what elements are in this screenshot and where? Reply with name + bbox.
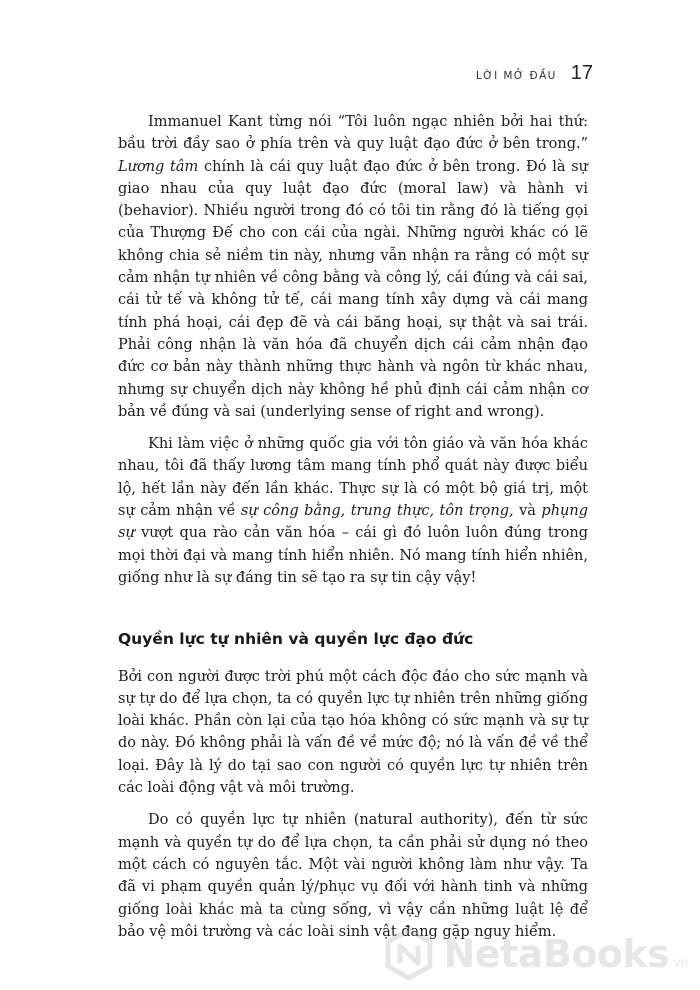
values-list: sự công bằng, trung thực, tôn trọng, [240, 503, 514, 520]
paragraph-universal-conscience [118, 433, 588, 589]
term-conscience: Lương tâm [118, 158, 199, 175]
main-text [118, 111, 588, 943]
section-heading: Quyền lực tự nhiên và quyền lực đạo đức [118, 630, 474, 649]
watermark-suffix: .vn [669, 956, 688, 971]
netabooks-watermark [383, 928, 688, 980]
paragraph-2-lead: Khi làm việc ở những quốc gia với tôn giáo và văn hóa khác nhau, tôi đã thấy lương tâm mang tính phổ quát này được biểu lộ, hết lần này đến lần khác. Thực sự là có một bộ giá trị, một sự cảm nhận về [118, 436, 588, 520]
paragraph-kant-quote [118, 111, 588, 423]
term-service: phụng sự [118, 503, 588, 542]
paragraph-principled-use: Do có quyền lực tự nhiên (natural authority), đến từ sức mạnh và quyền tự do để lựa chọn, ta cần phải sử dụng nó theo một cách có nguyên tắc. Một vài người không làm như vậy. Ta đã vi phạm quyền quản lý/phục vụ đối với hành tinh và những giống loài khác mà ta cùng sống, vì vậy cần những luật lệ để bảo vệ môi trường và các loài sinh vật đang gặp nguy hiểm. [118, 812, 588, 940]
conjunction: và [513, 503, 542, 520]
paragraph-natural-authority: Bởi con người được trời phú một cách độc đáo cho sức mạnh và sự tự do để lựa chọn, ta có quyền lực tự nhiên trên những giống loài khác. Phần còn lại của tạo hóa không có sức mạnh và sự tự do này. Đó không phải là vấn đề về mức độ; nó là vấn đề về thể loại. Đây là lý do tại sao con người có quyền lực tự nhiên trên các loài động vật và môi trường. [118, 668, 588, 797]
watermark-brand: NetaBooks [443, 932, 670, 976]
paragraph-1-lead: Immanuel Kant từng nói “Tôi luôn ngạc nhiên bởi hai thứ: bầu trời đầy sao ở phía trên và quy luật đạo đức ở bên trong.” [118, 114, 588, 153]
paragraph-2-rest: vượt qua rào cản văn hóa – cái gì đó luôn luôn đúng trong mọi thời đại và mang tính hiển nhiên. Nó mang tính hiển nhiên, giống như là sự đáng tin sẽ tạo ra sự tin cậy vậy! [118, 525, 588, 586]
netabooks-logo-icon [383, 928, 435, 980]
page-number: 17 [570, 62, 593, 84]
watermark-text [443, 932, 688, 976]
running-header [476, 62, 593, 85]
paragraph-1-rest: chính là cái quy luật đạo đức ở bên trong. Đó là sự giao nhau của quy luật đạo đức (moral law) và hành vi (behavior). Nhiều người trong đó có tôi tin rằng đó là tiếng gọi của Thượng Đế cho con cái của ngài. Những người khác có lẽ không chia sẻ niềm tin này, nhưng vẫn nhận ra rằng có một sự cảm nhận tự nhiên về công bằng và công lý, cái đúng và cái sai, cái tử tế và không tử tế, cái mang tính xây dựng và cái mang tính phá hoại, cái đẹp đẽ và cái băng hoại, sự thật và sai trái. Phải công nhận là văn hóa đã chuyển dịch cái cảm nhận đạo đức cơ bản này thành những thực hành và ngôn từ khác nhau, nhưng sự chuyển dịch này không hề phủ định cái cảm nhận cơ bản về đúng và sai (underlying sense of right and wrong). [118, 158, 588, 420]
chapter-title: LỜI MỞ ĐẦU [475, 70, 557, 82]
